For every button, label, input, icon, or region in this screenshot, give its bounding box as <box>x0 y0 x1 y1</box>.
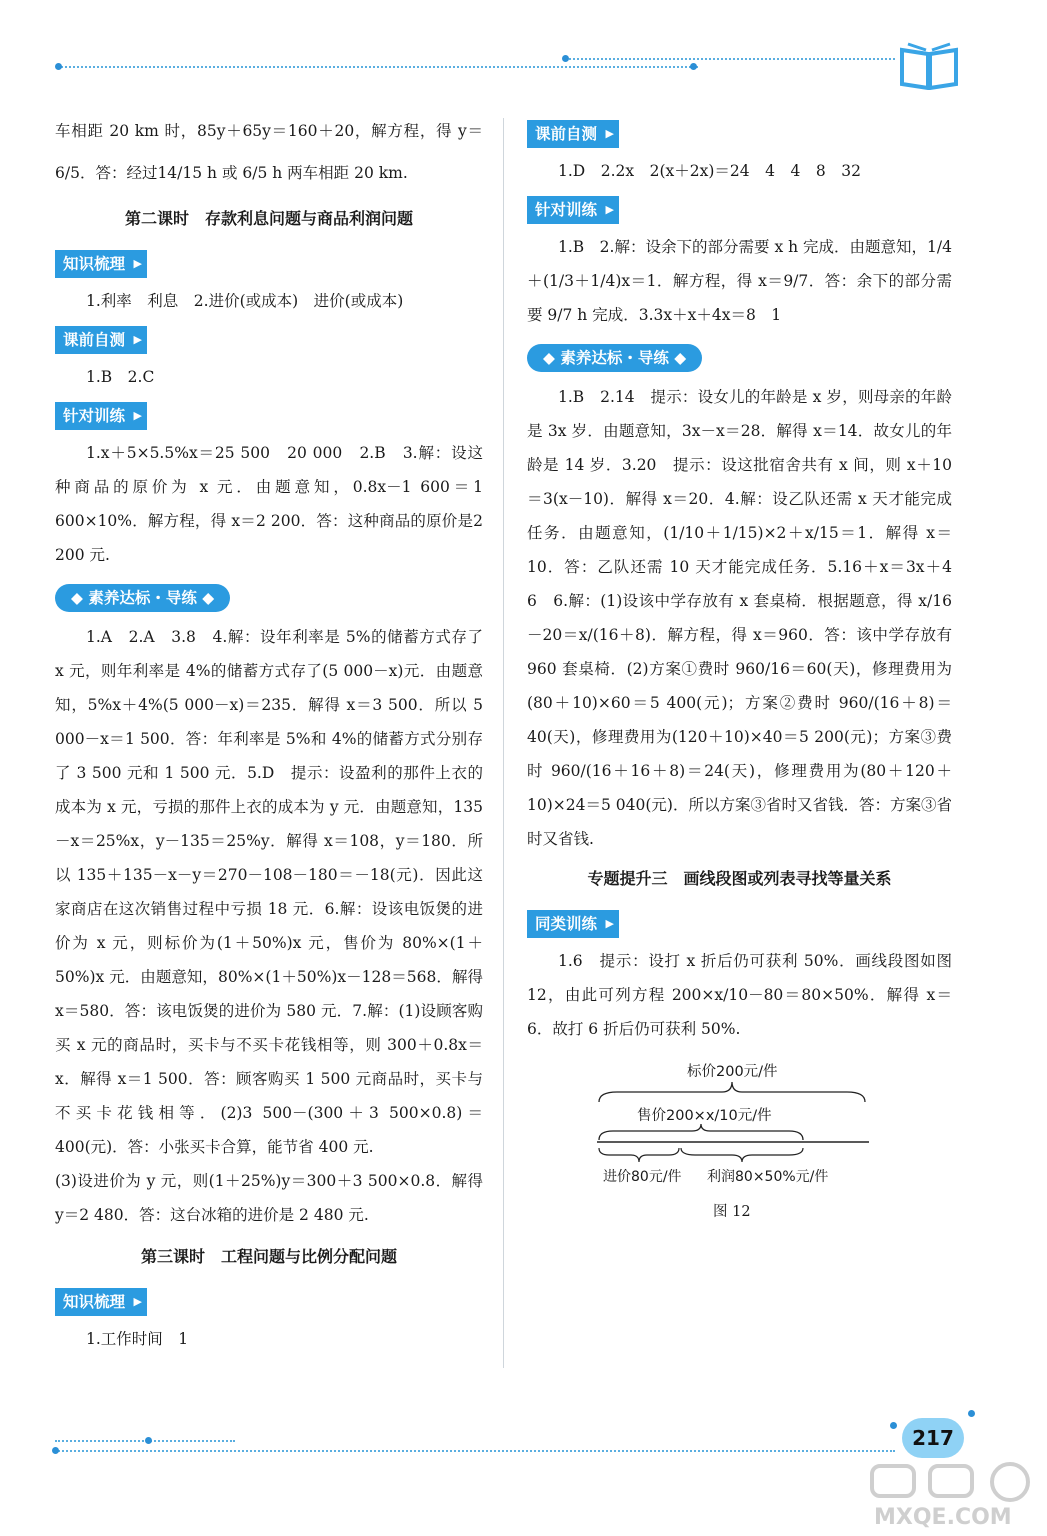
suyang-answer: 1.A 2.A 3.8 4.解：设年利率是 5%的储蓄方式存了 x 元，则年利率是 4%的储蓄方式存了(5 000－x)元．由题意知，5%x＋4%(5 000－x)＝235．解得 x＝3 500．所以 5 000－x＝1 500．答：年利率是 5%和 4%的储蓄方式分别存了 3 500 元和 1 500 元．5.D 提示：设盈利的那件上衣的成本为 x 元，亏损的那件上衣的成本为 y 元．由题意知，135－x＝25%x，y－135＝25%y．解得 x＝108，y＝180．所以 135＋135－x－y＝270－108－180＝－18(元)．因此这家商店在这次销售过程中亏损 18 元．6.解：设该电饭煲的进价为 x 元，则标价为(1＋50%)x 元，售价为 80%×(1＋50%)x 元．由题意知，80%×(1＋50%)x－128＝568．解得 x＝580．答：该电饭煲的进价为 580 元．7.解：(1)设顾客购买 x 元的商品时，买卡与不买卡花钱相等，则 300＋0.8x＝x．解得 x＝1 500．答：顾客购买 1 500 元商品时，买卡与不买卡花钱相等．(2)3 500－(300＋3 500×0.8)＝400(元)．答：小张买卡合算，能节省 400 元. <box>55 628 483 1156</box>
footer-dot <box>52 1447 59 1454</box>
tag-keqian: 课前自测 ▶ <box>527 120 619 148</box>
tag-keqian: 课前自测 ▶ <box>55 326 147 354</box>
diagram-segment-line <box>595 1138 871 1146</box>
book-icon <box>898 40 960 90</box>
zhendui-answer: 1.B 2.解：设余下的部分需要 x h 完成．由题意知，1/4＋(1/3＋1/4)x＝1．解方程，得 x＝9/7．答：余下的部分需要 9/7 h 完成．3.3x＋x＋4x＝8 1 <box>527 238 952 324</box>
footer-dot <box>145 1437 152 1444</box>
diagram-label-top: 标价200元/件 <box>687 1064 778 1080</box>
footer-dot <box>890 1422 897 1429</box>
header-dot <box>690 63 697 70</box>
section-title: 专题提升三 画线段图或列表寻找等量关系 <box>587 869 892 888</box>
keqian-answer: 1.D 2.2x 2(x＋2x)＝24 4 4 8 32 <box>558 162 861 180</box>
zhishi-answer: 1.利率 利息 2.进价(或成本) 进价(或成本) <box>86 292 404 310</box>
zhendui-answer: 1.x＋5×5.5%x＝25 500 20 000 2.B 3.解：设这种商品的原价为 x 元．由题意知，0.8x－1 600＝1 600×10%．解方程，得 x＝2 200．答：这种商品的原价是2 200 元. <box>55 444 483 564</box>
keqian-answer: 1.B 2.C <box>86 368 155 386</box>
tag-zhendui: 针对训练 ▶ <box>527 196 619 224</box>
diagram-label-right: 利润80×50%元/件 <box>707 1169 829 1185</box>
column-divider <box>503 118 504 1368</box>
intro-paragraph: 车相距 20 km 时，85y＋65y＝160＋20，解方程，得 y＝6/5．答：经过14/15 h 或 6/5 h 两车相距 20 km. <box>55 122 483 182</box>
footer-dot <box>968 1410 975 1417</box>
suyang-answer-part3: (3)设进价为 y 元，则(1＋25%)y＝300＋3 500×0.8．解得 y＝2 480．答：这台冰箱的进价是 2 480 元. <box>55 1172 483 1224</box>
header-dot <box>562 55 569 62</box>
section-title: 第二课时 存款利息问题与商品利润问题 <box>124 209 413 228</box>
pill-suyang: ◆ 素养达标・导练 ◆ <box>55 584 230 612</box>
segment-diagram <box>527 1060 952 1245</box>
left-column <box>55 110 483 1356</box>
diagram-label-mid: 售价200×x/10元/件 <box>637 1108 772 1124</box>
header-dot <box>55 63 62 70</box>
diagram-brace-top <box>597 1080 867 1104</box>
diagram-caption: 图 12 <box>713 1204 751 1220</box>
pill-suyang: ◆ 素养达标・导练 ◆ <box>527 344 702 372</box>
tag-zhishi: 知识梳理 ▶ <box>55 250 147 278</box>
tag-zhendui: 针对训练 ▶ <box>55 402 147 430</box>
tonglei-answer: 1.6 提示：设打 x 折后仍可获利 50%．画线段图如图 12，由此可列方程 200×x/10－80＝80×50%．解得 x＝6．故打 6 折后仍可获利 50%. <box>527 952 952 1038</box>
tag-zhishi: 知识梳理 ▶ <box>55 1288 147 1316</box>
svg-text:MXQE.COM: MXQE.COM <box>874 1505 1012 1530</box>
tag-tonglei: 同类训练 ▶ <box>527 910 619 938</box>
suyang-answer: 1.B 2.14 提示：设女儿的年龄是 x 岁，则母亲的年龄是 3x 岁．由题意知，3x－x＝28．解得 x＝14．故女儿的年龄是 14 岁．3.20 提示：设这批宿舍共有 x 间，则 x＋10＝3(x－10)．解得 x＝20．4.解：设乙队还需 x 天才能完成任务．由题意知，(1/10＋1/15)×2＋x/15＝1．解得 x＝10．答：乙队还需 10 天才能完成任务．5.16＋x＝3x＋4 6 6.解：(1)设该中学存放有 x 套桌椅．根据题意，得 x/16－20＝x/(16＋8)．解方程，得 x＝960．答：该中学存放有 960 套桌椅．(2)方案①费时 960/16＝60(天)，修理费用为(80＋10)×60＝5 400(元)；方案②费时 960/(16＋8)＝40(天)，修理费用为(120＋10)×40＝5 200(元)；方案③费时 960/(16＋16＋8)＝24(天)，修理费用为(80＋120＋10)×24＝5 040(元)．所以方案③省时又省钱．答：方案③省时又省钱. <box>527 388 968 848</box>
zhishi2-answer: 1.工作时间 1 <box>86 1330 189 1348</box>
section-title: 第三课时 工程问题与比例分配问题 <box>140 1247 397 1266</box>
diagram-brace-bottom <box>597 1146 807 1164</box>
page-number: 217 <box>902 1418 964 1458</box>
header-dotted-line <box>565 58 895 60</box>
diagram-label-left: 进价80元/件 <box>603 1169 682 1185</box>
header-dotted-line <box>58 66 698 68</box>
footer-dotted-line <box>55 1450 895 1452</box>
watermark-logo <box>868 1460 1043 1530</box>
right-column <box>527 116 968 1245</box>
